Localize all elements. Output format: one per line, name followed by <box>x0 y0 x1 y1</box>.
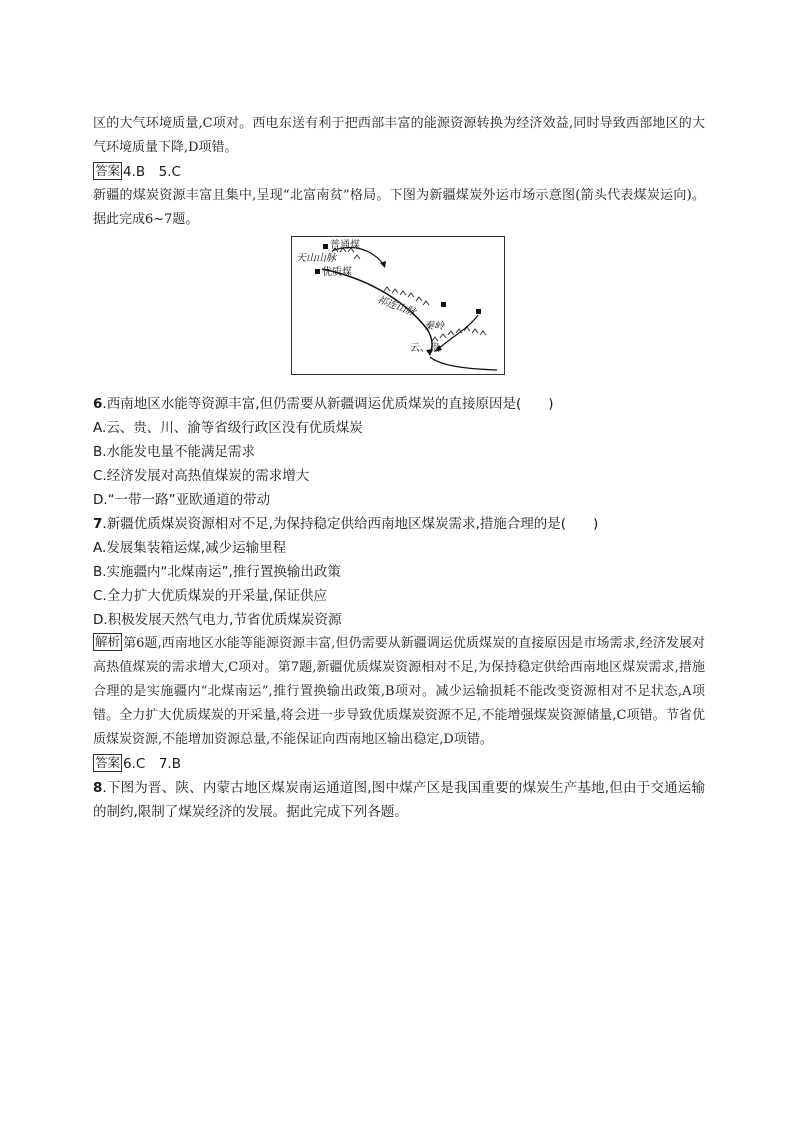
answer-line-2 <box>93 752 705 776</box>
answer-tag: 答案 <box>95 163 121 178</box>
document-page <box>93 112 705 824</box>
label-qilian: 祁连山脉 <box>375 294 417 319</box>
youzhi-coal-marker <box>315 269 320 274</box>
label-putong-coal: 普通煤 <box>330 240 360 251</box>
question-7-option-b: B.实施疆内“北煤南运”,推行置换输出政策 <box>93 564 341 580</box>
xinjiang-coal-map <box>291 236 505 375</box>
question-6-option-b: B.水能发电量不能满足需求 <box>93 444 256 460</box>
question-7-stem <box>93 512 705 536</box>
answer-text: 4.B 5.C <box>123 164 181 180</box>
label-tianshan: 天山山脉 <box>296 253 336 264</box>
eastern-coal-marker <box>476 309 481 314</box>
question-7-text: .新疆优质煤炭资源相对不足,为保持稳定供给西南地区煤炭需求,措施合理的是( ) <box>102 516 599 532</box>
question-8-number: 8 <box>93 780 103 796</box>
question-7-option-d: D.积极发展天然气电力,节省优质煤炭资源 <box>93 612 342 628</box>
answer-text-2: 6.C 7.B <box>123 756 181 772</box>
question-8-text: .下图为晋、陕、内蒙古地区煤炭南运通道图,图中煤产区是我国重要的煤炭生产基地,但由于交通运输的制约,限制了煤炭经济的发展。据此完成下列各题。 <box>93 780 705 820</box>
putong-coal-marker <box>323 244 328 249</box>
label-qinling: 秦岭 <box>424 321 444 332</box>
answer-tag-2: 答案 <box>95 755 121 770</box>
analysis-text: 第6题,西南地区水能等能源资源丰富,但仍需要从新疆调运优质煤炭的直接原因是市场需求,经济发展对高热值煤炭的需求增大,C项对。第7题,新疆优质煤炭资源相对不足,为保持稳定供给西南地区煤炭需求,措施合理的是实施疆内“北煤南运”,推行置换输出政策,B项对。减少运输损耗不能改变资源相对不足状态,A项错。全力扩大优质煤炭的开采量,将会进一步导致优质煤炭资源不足,不能增强煤炭资源储量,C项错。节省优质煤炭资源,不能增加资源总量,不能保证向西南地区输出稳定,D项错。 <box>93 636 705 747</box>
previous-answer-continuation: 区的大气环境质量,C项对。西电东送有利于把西部丰富的能源资源转换为经济效益,同时导致西部地区的大气环境质量下降,D项错。 <box>93 116 705 155</box>
middle-coal-marker <box>441 302 446 307</box>
analysis-tag: 解析 <box>95 634 121 649</box>
southwest-route-arrow <box>430 357 497 370</box>
question-6-option-a: A.云、贵、川、渝等省级行政区没有优质煤炭 <box>93 420 363 436</box>
question-7-option-c: C.全力扩大优质煤炭的开采量,保证供应 <box>93 588 328 604</box>
analysis-block <box>93 632 705 752</box>
question-6-stem <box>93 392 705 416</box>
question-intro: 新疆的煤炭资源丰富且集中,呈现“北富南贫”格局。下图为新疆煤炭外运市场示意图(箭头代表煤炭运向)。据此完成6~7题。 <box>93 188 705 227</box>
question-6-option-d: D.“一带一路”亚欧通道的带动 <box>93 492 271 508</box>
label-yungui: 云、贵 <box>410 343 440 354</box>
eastern-coal-arrow <box>438 315 478 349</box>
question-8-stem <box>93 776 705 824</box>
question-7-number: 7 <box>93 516 103 532</box>
question-6-option-c: C.经济发展对高热值煤炭的需求增大 <box>93 468 310 484</box>
answer-line-1 <box>93 160 705 184</box>
question-7-option-a: A.发展集装箱运煤,减少运输里程 <box>93 540 287 556</box>
question-6-number: 6 <box>93 396 103 412</box>
label-youzhi-coal: 优质煤 <box>322 267 352 278</box>
figure-container <box>93 236 705 386</box>
question-6-text: .西南地区水能等资源丰富,但仍需要从新疆调运优质煤炭的直接原因是( ) <box>102 396 554 412</box>
